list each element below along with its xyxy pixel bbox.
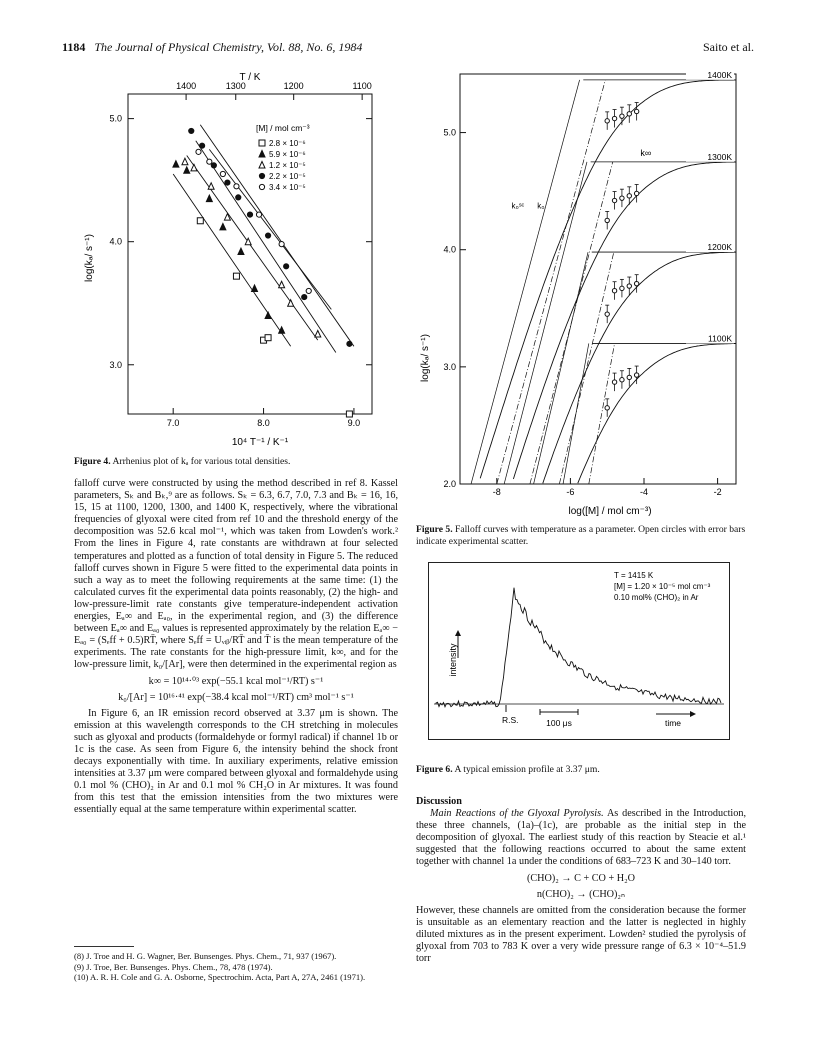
fig4-top-tick-label: 1100 <box>352 81 372 91</box>
fig5-curve-label: 1400K <box>707 69 732 80</box>
fig5-x-tick-label: -6 <box>566 487 575 497</box>
fig4-x-tick-label: 7.0 <box>166 418 180 428</box>
fig4-x-tick-label: 8.0 <box>257 418 270 428</box>
left-column <box>74 478 398 817</box>
fig5-k0sc-asymptote <box>563 343 589 484</box>
right-paragraph-1-text: As described in the Introduction, these three channels, (1a)–(1c), are probable as the initial step in the decomposition of glyoxal. The earliest study of this reaction by Steacie et al.¹ suggested that the following reactions occurred to about the same extent together with channel 1a under the conditions of 683–723 K and 30–140 torr. <box>416 808 746 868</box>
fig4-point-circle <box>236 195 241 200</box>
fig4-top-tick-label: 1200 <box>283 81 304 91</box>
fig5-data-point <box>605 406 609 410</box>
fig5-curve-label: 1100K <box>708 333 732 344</box>
fig4-point-circle <box>265 233 270 238</box>
fig5-data-point <box>612 380 616 384</box>
fig4-top-tick-label: 1400 <box>176 81 197 91</box>
equation-polymerization: n(CHO)₂ → (CHO)₂ₙ <box>536 888 626 900</box>
fig4-point-circle <box>234 184 239 189</box>
equation-k-infinity: k∞ = 10¹⁴·⁰³ exp(−55.1 kcal mol⁻¹/RT) s⁻¹ <box>148 675 324 687</box>
fig6-legend-line: [M] = 1.20 × 10⁻⁵ mol cm⁻³ <box>614 582 711 591</box>
references-rule <box>74 946 134 947</box>
fig4-top-axis-label: T / K <box>239 72 261 83</box>
fig4-y-tick-label: 4.0 <box>109 236 122 247</box>
fig5-data-point <box>612 116 616 120</box>
fig6-intensity-arrowhead <box>455 630 461 636</box>
fig4-point-circle <box>200 143 205 148</box>
reference-9: (9) J. Troe, Ber. Bunsenges. Phys. Chem., 78, 478 (1974). <box>74 961 273 972</box>
fig4-point-square <box>197 218 203 224</box>
fig5-curve-label: 1200K <box>707 242 732 253</box>
fig4-y-axis-label: log(kₐ/ s⁻¹) <box>84 234 95 282</box>
fig5-annotation-k0sc: k₀ˢᶜ <box>511 201 525 211</box>
fig4-point-circle <box>196 149 201 154</box>
fig4-point-triangle <box>173 161 179 168</box>
fig4-point-triangle <box>224 214 230 221</box>
fig5-data-point <box>620 286 624 290</box>
fig4-point-square <box>346 411 352 417</box>
fig5-data-point <box>634 373 638 377</box>
fig5-x-tick-label: -8 <box>492 487 501 497</box>
fig4-point-circle <box>256 212 261 217</box>
journal-title: The Journal of Physical Chemistry, Vol. 88, No. 6, 1984 <box>94 40 363 54</box>
figure-4-caption-label: Figure 4. <box>74 456 111 467</box>
fig4-point-square <box>259 140 265 146</box>
references <box>74 946 398 983</box>
fig4-y-tick-label: 3.0 <box>109 359 122 370</box>
fig5-data-point <box>627 284 631 288</box>
fig6-scale-label: 100 μs <box>546 718 572 728</box>
fig4-point-circle <box>306 288 311 293</box>
fig5-curve-path <box>543 252 736 483</box>
fig4-legend-entry: 2.2 × 10⁻⁵ <box>269 172 306 181</box>
fig5-annotation-kinf: k∞ <box>640 148 652 158</box>
fig5-y-tick-label: 3.0 <box>443 361 456 372</box>
fig5-y-axis-label: log(kₐ/ s⁻¹) <box>420 334 431 382</box>
fig4-point-triangle <box>315 331 321 338</box>
fig5-data-point <box>620 114 624 118</box>
fig4-point-circle <box>347 341 352 346</box>
fig5-data-point <box>620 378 624 382</box>
fig5-falloff-curve <box>471 80 736 484</box>
fig4-point-triangle <box>208 183 214 190</box>
subsection-title: Main Reactions of the Glyoxal Pyrolysis. <box>430 808 604 820</box>
fig6-legend-line: 0.10 mol% (CHO)₂ in Ar <box>614 593 699 602</box>
fig4-point-circle <box>259 184 264 189</box>
fig5-curve-path <box>513 162 736 479</box>
fig4-point-triangle <box>238 248 244 255</box>
fig4-point-square <box>233 273 239 279</box>
figure-6-caption-text: A typical emission profile at 3.37 μm. <box>454 764 600 775</box>
page-number: 1184 <box>62 40 86 54</box>
fig5-data-point <box>605 119 609 123</box>
fig4-point-circle <box>302 294 307 299</box>
fig5-data-point <box>612 289 616 293</box>
fig4-point-circle <box>220 171 225 176</box>
figure-6 <box>428 562 730 740</box>
figure-5 <box>420 68 740 520</box>
fig4-legend-entry: 5.9 × 10⁻⁶ <box>269 150 306 159</box>
fig5-x-tick-label: -2 <box>713 487 722 497</box>
fig4-point-circle <box>211 163 216 168</box>
figure-6-caption-label: Figure 6. <box>416 764 453 775</box>
figure-5-caption <box>416 524 746 548</box>
fig5-annotation-k0: k₀ <box>537 201 545 211</box>
fig4-point-square <box>265 335 271 341</box>
reference-8: (8) J. Troe and H. G. Wagner, Ber. Bunsenges. Phys. Chem., 71, 937 (1967). <box>74 951 337 961</box>
right-column <box>416 790 746 965</box>
fig4-series <box>196 149 311 293</box>
figure-6-caption <box>416 764 746 776</box>
fig6-emission-trace <box>436 588 721 707</box>
fig5-x-tick-label: -4 <box>639 487 649 497</box>
fig6-legend-line: T = 1415 K <box>614 571 654 580</box>
fig4-y-tick-label: 5.0 <box>109 113 122 124</box>
fig5-data-point <box>634 109 638 113</box>
fig4-point-circle <box>225 180 230 185</box>
figure-4 <box>78 68 378 458</box>
fig4-point-circle <box>247 212 252 217</box>
fig5-y-tick-label: 5.0 <box>443 127 456 138</box>
fig5-data-point <box>612 198 616 202</box>
fig5-data-point <box>634 191 638 195</box>
fig4-series <box>197 218 352 417</box>
fig4-point-triangle <box>259 162 265 169</box>
fig4-fit-line <box>173 174 290 346</box>
fig5-data-point <box>620 196 624 200</box>
fig6-time-label: time <box>664 718 682 728</box>
fig4-plot-frame <box>128 94 372 414</box>
figure-6-chart <box>428 562 730 740</box>
fig4-point-triangle <box>288 300 294 307</box>
fig4-x-axis-label: 10⁴ T⁻¹ / K⁻¹ <box>231 437 289 448</box>
figure-5-caption-text: Falloff curves with temperature as a parameter. Open circles with error bars indicate experimental scatter. <box>416 524 746 547</box>
fig5-y-tick-label: 2.0 <box>443 479 456 489</box>
running-authors: Saito et al. <box>703 40 754 54</box>
fig4-point-circle <box>284 264 289 269</box>
fig5-k0-asymptote <box>559 252 613 484</box>
figure-4-caption <box>74 456 394 468</box>
equation-decomposition: (CHO)₂ → C + CO + H₂O <box>526 872 636 884</box>
fig6-rs-label: R.S. <box>502 715 519 725</box>
fig5-data-point <box>627 375 631 379</box>
fig5-data-point <box>627 194 631 198</box>
figure-4-caption-text: Arrhenius plot of kₐ for various total densities. <box>112 456 291 467</box>
fig5-data-point <box>605 312 609 316</box>
fig4-series <box>173 161 285 334</box>
fig5-data-point <box>634 281 638 285</box>
section-title: Discussion <box>416 796 462 807</box>
fig5-k0-asymptote <box>497 80 606 484</box>
fig4-point-triangle <box>182 158 188 165</box>
fig5-falloff-curve <box>534 252 736 484</box>
figure-5-caption-label: Figure 5. <box>416 524 453 535</box>
fig6-y-axis-label: intensity <box>448 643 458 677</box>
figure-4-chart <box>78 68 378 458</box>
fig4-top-tick-label: 1300 <box>225 81 246 91</box>
fig5-k0sc-asymptote <box>534 252 588 484</box>
fig4-point-triangle <box>220 223 226 230</box>
fig4-legend-title: [M] / mol cm⁻³ <box>256 123 310 133</box>
fig4-point-triangle <box>252 285 258 292</box>
fig6-time-arrowhead <box>690 711 696 717</box>
left-paragraph-1: falloff curve were constructed by using the method described in ref 8. Kassel parameters, Sₖ and Bₖ,⁹ are as follows. Sₖ = 6.3, 6.7, 7.0, 7.3 and Bₖ = 16, 16, 15, 15 at 1100, 1200, 1300, and 1400 K, respectively, where the vibrational frequencies of glyoxal were cited from ref 10 and the threshold energy of the decomposition was 52.6 kcal mol⁻¹, which was taken from Lowden's work.² From the lines in Figure 4, rate constants are withdrawn at four selected temperatures and plotted as a function of total density in Figure 5. The reduced falloff curves shown in Figure 5 were fitted to the experimental data points in such a way as to meet the following requirements at the same time: (1) the calculated curves fit the experimental data points reasonably, (2) the high- and low-pressure-limit rate constants give temperature-independent activation energies, Eₐ∞ and Eₐ₀, in the experimental region, and (3) the difference between Eₐ∞ and Eₐ₀ values is represented approximately by the relation Eₐ∞ − Eₐ₀ = (Sₑff + 0.5)RT̄, where Sₑff = Uᵥᵢᵦ/RT̄ and T̄ is the mean temperature of the experiments. The rate constants for the high-pressure limit, k∞, and for the low-pressure limit, k₀/[Ar], were then determined in the experimental region as <box>74 478 398 671</box>
fig4-point-triangle <box>259 151 265 158</box>
fig4-point-circle <box>189 128 194 133</box>
fig5-data-point <box>627 112 631 116</box>
fig5-data-point <box>605 218 609 222</box>
reference-10: (10) A. R. H. Cole and G. A. Osborne, Spectrochim. Acta, Part A, 27A, 2461 (1971). <box>74 972 366 982</box>
fig4-point-triangle <box>206 195 212 202</box>
right-paragraph-1 <box>416 808 746 868</box>
running-header <box>62 40 754 58</box>
fig5-x-axis-label: log([M] / mol cm⁻³) <box>568 506 652 517</box>
equation-k-zero: k₀/[Ar] = 10¹⁶·⁴¹ exp(−38.4 kcal mol⁻¹/RT) cm³ mol⁻¹ s⁻¹ <box>118 691 354 703</box>
left-paragraph-2: In Figure 6, an IR emission record observed at 3.37 μm is shown. The emission at this wavelength corresponds to the CH stretching in molecules such as glyoxal and products (formaldehyde or formyl radical) if channel 1b or 1c is the case. As seen from Figure 6, the intensity behind the shock front decays exponentially with time. In auxiliary experiments, relative emission intensities at 3.37 μm were compared between glyoxal and formaldehyde using 0.1 mol % (CHO)₂ in Ar and 0.1 mol % CH₂O in Ar mixtures. It was found from this test that the emission intensities from the two mixtures were essentially equal at the same temperature within experimental scatter. <box>74 707 398 816</box>
fig4-point-triangle <box>265 312 271 319</box>
right-paragraph-2: However, these channels are omitted from the consideration because the former is unsuitable as an elementary reaction and the latter is neglected in highly diluted mixtures as in the present experiment. Lowden² studied the pyrolysis of glyoxal from 703 to 783 K over a very wide pressure range of 6.3 × 10⁻⁴–51.9 torr <box>416 904 746 965</box>
fig4-point-triangle <box>184 167 190 174</box>
fig5-y-tick-label: 4.0 <box>443 244 456 255</box>
fig4-point-circle <box>259 173 264 178</box>
fig4-point-circle <box>207 159 212 164</box>
fig5-curve-label: 1300K <box>707 151 732 162</box>
fig5-plot-frame <box>460 74 736 484</box>
fig5-k0sc-asymptote <box>471 80 580 484</box>
fig4-legend-entry: 2.8 × 10⁻⁶ <box>269 139 306 148</box>
fig4-legend-entry: 1.2 × 10⁻⁵ <box>269 161 306 170</box>
fig4-point-circle <box>279 242 284 247</box>
fig4-point-triangle <box>191 164 197 171</box>
figure-5-chart <box>420 68 740 520</box>
fig4-x-tick-label: 9.0 <box>347 418 361 428</box>
fig4-legend-entry: 3.4 × 10⁻⁵ <box>269 183 306 192</box>
fig4-fit-line <box>196 141 336 353</box>
fig4-point-triangle <box>279 281 285 288</box>
